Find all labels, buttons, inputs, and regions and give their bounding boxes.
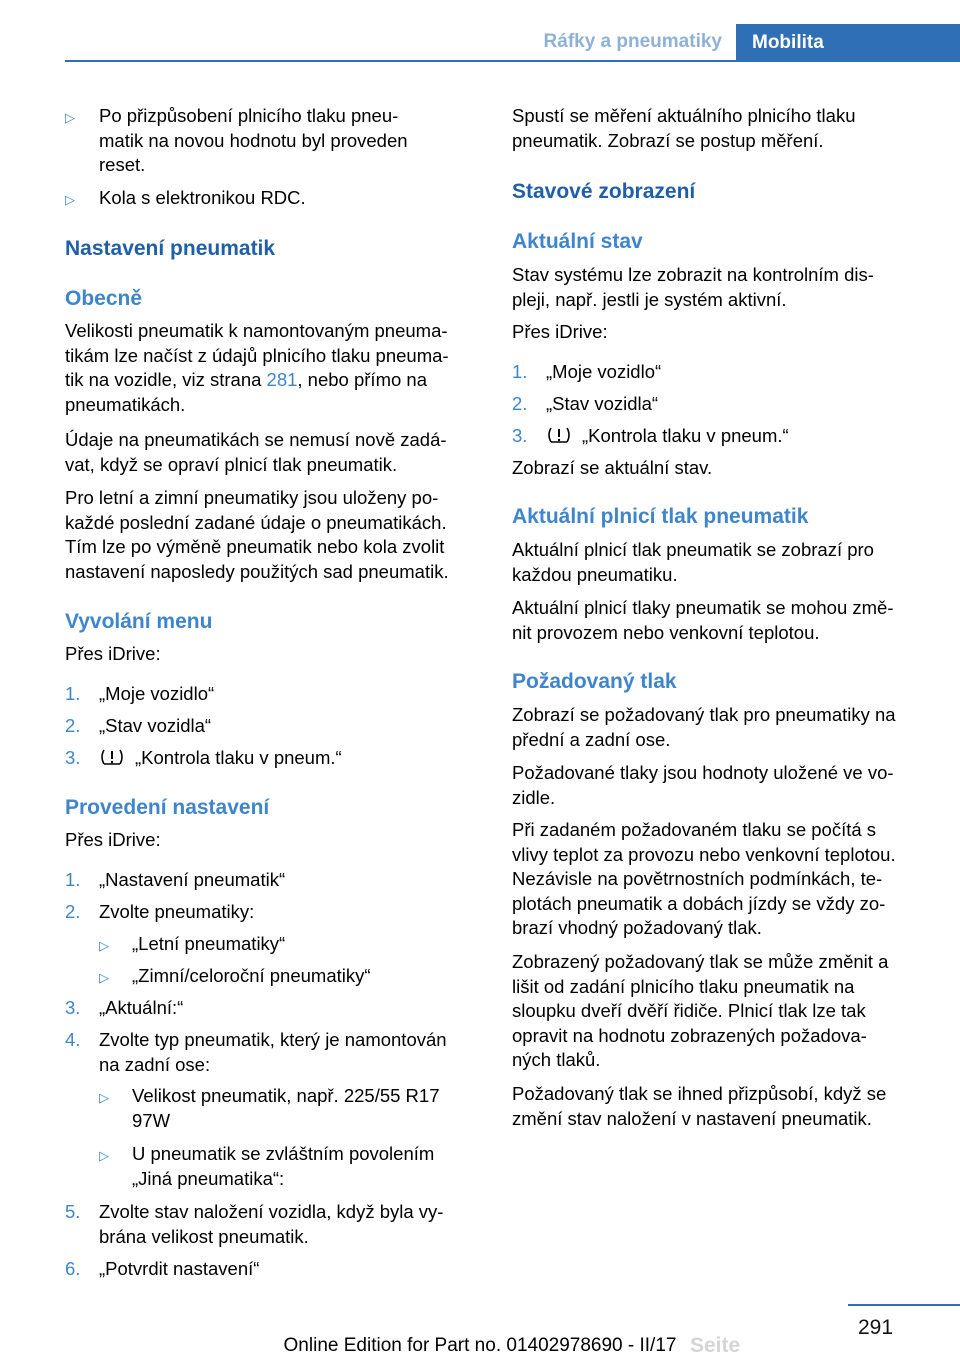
paragraph: Požadované tlaky jsou hodnoty uložené ve vo- zidle. (512, 762, 894, 808)
paragraph: Přes iDrive: (65, 643, 161, 664)
paragraph: Velikosti pneumatik k namontovaným pneuma- tikám lze načíst z údajů plnicího tlaku pneuma- tik na vozidle, viz strana 281, nebo přímo na pneumatikách. (65, 320, 449, 415)
tire-pressure-warning-icon (101, 747, 123, 767)
header-section-title: Ráfky a pneumatiky (543, 31, 722, 52)
heading-current-pressure: Aktuální plnicí tlak pneumatik (512, 505, 809, 528)
heading-perform-settings: Provedení nastavení (65, 796, 270, 819)
paragraph: Pro letní a zimní pneumatiky jsou uloženy po- každé poslední zadané údaje o pneumatikách. Tím lze po výměně pneumatik nebo kola zvolit nastavení naposledy použitých sad pneumatik. (65, 487, 449, 582)
paragraph: Přes iDrive: (512, 321, 608, 342)
heading-general: Obecně (65, 287, 143, 310)
footer-rule (848, 1304, 960, 1306)
header-rule (65, 60, 960, 62)
paragraph: Spustí se měření aktuálního plnicího tlaku pneumatik. Zobrazí se postup měření. (512, 105, 856, 151)
edition-line: Online Edition for Part no. 01402978690 - II/17 (283, 1335, 677, 1356)
paragraph: Přes iDrive: (65, 829, 161, 850)
triangle-bullet-icon: ▷ (99, 1148, 109, 1163)
heading-target-pressure: Požadovaný tlak (512, 670, 677, 693)
paragraph: Zobrazí se aktuální stav. (512, 457, 713, 478)
triangle-bullet-icon: ▷ (99, 938, 109, 953)
tire-pressure-warning-icon (548, 425, 570, 445)
paragraph: Zobrazený požadovaný tlak se může změnit a lišit od zadání plnicího tlaku pneumatik na sloupku dveří dvěří řidiče. Plnicí tlak lze tak opravit na hodnotu zobrazených požadova- ných tlaků. (512, 951, 889, 1071)
heading-tire-settings: Nastavení pneumatik (65, 237, 276, 260)
triangle-bullet-icon: ▷ (65, 110, 75, 125)
paragraph: Stav systému lze zobrazit na kontrolním dis- pleji, např. jestli je systém aktivní. (512, 264, 874, 310)
watermark: Seite (690, 1334, 741, 1357)
paragraph: Zobrazí se požadovaný tlak pro pneumatiky na přední a zadní ose. (512, 704, 896, 750)
paragraph: Aktuální plnicí tlak pneumatik se zobrazí pro každou pneumatiku. (512, 539, 874, 585)
page-number: 291 (858, 1316, 894, 1339)
heading-open-menu: Vyvolání menu (65, 610, 213, 633)
page-link[interactable]: 281 (266, 369, 298, 391)
paragraph: Údaje na pneumatikách se nemusí nově zadá- vat, když se opraví plnicí tlak pneumatik. (65, 429, 447, 475)
header-chapter-tab[interactable]: Mobilita (736, 24, 960, 62)
heading-current-status: Aktuální stav (512, 230, 643, 253)
paragraph: Požadovaný tlak se ihned přizpůsobí, když se změní stav naložení v nastavení pneumatik. (512, 1083, 887, 1129)
heading-status-display: Stavové zobrazení (512, 180, 696, 203)
triangle-bullet-icon: ▷ (65, 192, 75, 207)
paragraph: Při zadaném požadovaném tlaku se počítá s vlivy teplot za provozu nebo venkovní teplotou. Nezávisle na povětrnostních podmínkách, te- plotách pneumatik a dobách jízdy se vždy zo- brazí vhodný požadovaný tlak. (512, 819, 896, 939)
triangle-bullet-icon: ▷ (99, 970, 109, 985)
paragraph: Aktuální plnicí tlaky pneumatik se mohou změ- nit provozem nebo venkovní teplotou. (512, 597, 894, 643)
triangle-bullet-icon: ▷ (99, 1090, 109, 1105)
